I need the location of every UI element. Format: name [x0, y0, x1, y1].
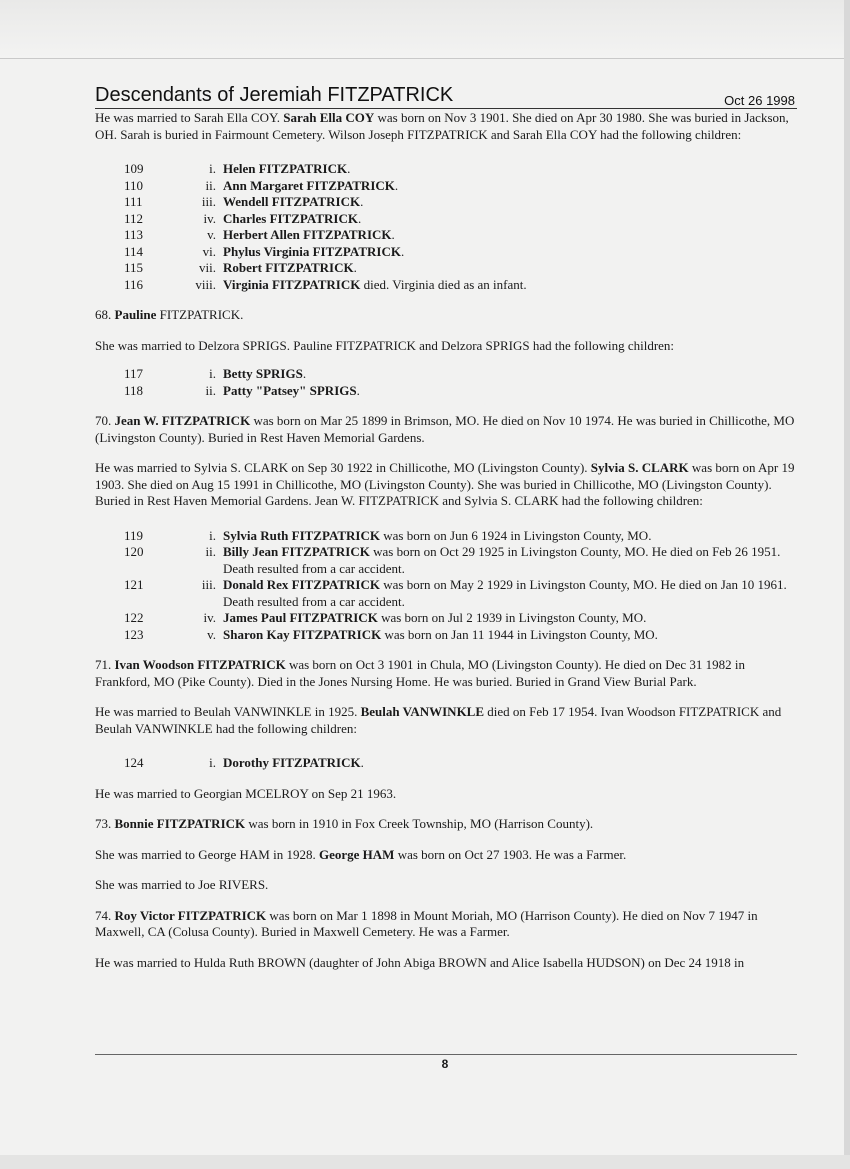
child-number: 115 [124, 260, 144, 275]
person-name: Roy Victor FITZPATRICK [114, 907, 267, 923]
child-row [95, 277, 797, 294]
child-ordinal: ii. [205, 177, 216, 193]
person-name: Sarah Ella COY [283, 110, 375, 125]
child-ordinal: i. [209, 755, 216, 770]
child-ordinal: iv. [203, 210, 216, 226]
child-ordinal: iii. [201, 577, 216, 592]
person-name: Phylus Virginia FITZPATRICK [223, 243, 401, 259]
child-text: Betty SPRIGS. [223, 366, 307, 381]
child-number: 117 [124, 366, 144, 381]
person-name: Charles FITZPATRICK [223, 210, 358, 226]
child-number: 120 [124, 544, 144, 559]
child-number: 111 [124, 194, 143, 209]
person-name: Ann Margaret FITZPATRICK [223, 177, 395, 193]
child-ordinal: v. [207, 227, 216, 242]
document-date: Oct 26 1998 [724, 93, 795, 108]
child-text: Dorothy FITZPATRICK. [223, 755, 364, 770]
paragraph: He was married to Beulah VANWINKLE in 1925. Beulah VANWINKLE died on Feb 17 1954. Ivan Woodson FITZPATRICK and Beulah VANWINKLE had the following children: [95, 704, 782, 736]
child-ordinal: iii. [201, 194, 216, 209]
person-name: Donald Rex FITZPATRICK [223, 577, 380, 592]
child-ordinal: viii. [195, 276, 216, 292]
page-body [95, 110, 797, 971]
person-name: Virginia FITZPATRICK [223, 276, 361, 292]
child-row [95, 178, 797, 195]
child-ordinal: vi. [202, 243, 216, 259]
person-name: Sylvia S. CLARK [590, 460, 689, 475]
scan-right-edge [844, 0, 850, 1169]
child-row [95, 161, 797, 178]
scan-top-edge [0, 0, 850, 59]
person-name: James Paul FITZPATRICK [223, 610, 378, 625]
child-text: Patty "Patsey" SPRIGS. [223, 382, 360, 398]
child-row [95, 366, 797, 383]
child-row [95, 244, 797, 261]
child-text: Ann Margaret FITZPATRICK. [223, 177, 399, 193]
child-ordinal: i. [209, 161, 216, 176]
footer-rule [95, 1054, 797, 1055]
person-name: Beulah VANWINKLE [360, 704, 485, 719]
person-entry-heading: 70. Jean W. FITZPATRICK was born on Mar 25 1899 in Brimson, MO. He died on Nov 10 1974. He was buried in Chillicothe, MO (Livingston County). Buried in Rest Haven Memorial Gardens. [95, 413, 795, 445]
person-name: Sharon Kay FITZPATRICK [223, 626, 382, 642]
child-row [95, 610, 797, 627]
children-list [95, 366, 797, 399]
child-text: Robert FITZPATRICK. [223, 260, 357, 275]
child-ordinal: i. [209, 527, 216, 543]
paragraph: She was married to Joe RIVERS. [95, 877, 269, 892]
person-name: Patty "Patsey" SPRIGS [223, 382, 357, 398]
child-text: Phylus Virginia FITZPATRICK. [223, 243, 405, 259]
person-name: Betty SPRIGS [223, 366, 303, 381]
child-row [95, 755, 797, 772]
child-row [95, 260, 797, 277]
child-row [95, 544, 797, 577]
scan-bottom-edge [0, 1155, 850, 1169]
child-number: 121 [124, 577, 144, 592]
child-text: Sharon Kay FITZPATRICK was born on Jan 11 1944 in Livingston County, MO. [223, 626, 658, 642]
paragraph: He was married to Georgian MCELROY on Sep 21 1963. [95, 785, 397, 801]
child-row [95, 383, 797, 400]
person-name: Robert FITZPATRICK [223, 260, 354, 275]
child-number: 119 [124, 527, 144, 543]
child-number: 124 [124, 755, 144, 770]
person-entry-heading: 68. Pauline FITZPATRICK. [95, 307, 244, 322]
person-name: George HAM [318, 846, 395, 862]
child-text: Sylvia Ruth FITZPATRICK was born on Jun 6 1924 in Livingston County, MO. [223, 527, 652, 543]
child-ordinal: ii. [205, 382, 216, 398]
person-entry-heading: 74. Roy Victor FITZPATRICK was born on Mar 1 1898 in Mount Moriah, MO (Harrison County). He died on Nov 7 1947 in Maxwell, CA (Colusa County). Buried in Maxwell Cemetery. He was a Farmer. [95, 907, 758, 939]
child-ordinal: vii. [199, 260, 216, 275]
person-name: Billy Jean FITZPATRICK [223, 544, 370, 559]
child-number: 114 [124, 243, 144, 259]
child-text: James Paul FITZPATRICK was born on Jul 2 1939 in Livingston County, MO. [223, 610, 647, 625]
child-text: Virginia FITZPATRICK died. Virginia died as an infant. [223, 276, 527, 292]
child-number: 110 [124, 177, 144, 193]
child-ordinal: v. [207, 626, 216, 642]
person-entry-heading: 73. Bonnie FITZPATRICK was born in 1910 in Fox Creek Township, MO (Harrison County). [95, 816, 594, 831]
paragraph: She was married to George HAM in 1928. George HAM was born on Oct 27 1903. He was a Farmer. [95, 846, 627, 862]
children-list [95, 161, 797, 293]
person-name: Wendell FITZPATRICK [223, 194, 361, 209]
child-number: 118 [124, 382, 144, 398]
child-text: Helen FITZPATRICK. [223, 161, 351, 176]
paragraph: He was married to Sarah Ella COY. Sarah Ella COY was born on Nov 3 1901. She died on Apr 30 1980. She was buried in Jackson, OH. Sarah is buried in Fairmount Cemetery. Wilson Joseph FITZPATRICK and Sarah Ella COY had the following children: [95, 110, 789, 142]
child-ordinal: iv. [203, 610, 216, 625]
document-title: Descendants of Jeremiah FITZPATRICK [95, 84, 454, 106]
child-text: Herbert Allen FITZPATRICK. [223, 227, 395, 242]
page-header [95, 84, 797, 109]
child-number: 113 [124, 227, 144, 242]
person-name: Pauline [114, 307, 157, 322]
child-number: 112 [124, 210, 144, 226]
person-name: Ivan Woodson FITZPATRICK [114, 657, 286, 672]
paragraph: He was married to Hulda Ruth BROWN (daughter of John Abiga BROWN and Alice Isabella HUDSON) on Dec 24 1918 in [95, 954, 745, 970]
person-name: Bonnie FITZPATRICK [114, 816, 246, 831]
child-number: 123 [124, 626, 144, 642]
person-name: Jean W. FITZPATRICK [114, 413, 251, 428]
child-ordinal: ii. [205, 544, 216, 559]
person-name: Herbert Allen FITZPATRICK [223, 227, 392, 242]
person-name: Dorothy FITZPATRICK [223, 755, 361, 770]
page-number: 8 [441, 1057, 449, 1071]
child-row [95, 211, 797, 228]
child-number: 122 [124, 610, 144, 625]
child-row [95, 577, 797, 610]
child-text: Wendell FITZPATRICK. [223, 194, 364, 209]
child-row [95, 528, 797, 545]
child-ordinal: i. [209, 366, 216, 381]
person-name: Helen FITZPATRICK [223, 161, 348, 176]
paragraph: He was married to Sylvia S. CLARK on Sep 30 1922 in Chillicothe, MO (Livingston County). Sylvia S. CLARK was born on Apr 19 1903. She died on Aug 15 1991 in Chillicothe, MO (Livingston County). She was buried in Chillicothe, MO (Livingston County). Buried in Rest Haven Memorial Gardens. Jean W. FITZPATRICK and Sylvia S. CLARK had the following children: [95, 460, 795, 508]
child-text: Donald Rex FITZPATRICK was born on May 2 1929 in Livingston County, MO. He died on Jan 10 1961. Death resulted from a car accident. [223, 577, 787, 609]
child-row [95, 627, 797, 644]
child-text: Billy Jean FITZPATRICK was born on Oct 29 1925 in Livingston County, MO. He died on Feb 26 1951. Death resulted from a car accident. [223, 544, 781, 576]
person-entry-heading: 71. Ivan Woodson FITZPATRICK was born on Oct 3 1901 in Chula, MO (Livingston County). He died on Dec 31 1982 in Frankford, MO (Pike County). Died in the Jones Nursing Home. He was buried. Buried in Grand View Burial Park. [95, 657, 746, 689]
child-number: 109 [124, 161, 144, 176]
child-text: Charles FITZPATRICK. [223, 210, 362, 226]
children-list [95, 755, 797, 772]
child-row [95, 227, 797, 244]
children-list [95, 528, 797, 644]
person-name: Sylvia Ruth FITZPATRICK [223, 527, 380, 543]
child-number: 116 [124, 276, 144, 292]
child-row [95, 194, 797, 211]
paragraph: She was married to Delzora SPRIGS. Pauline FITZPATRICK and Delzora SPRIGS had the following children: [95, 337, 675, 353]
